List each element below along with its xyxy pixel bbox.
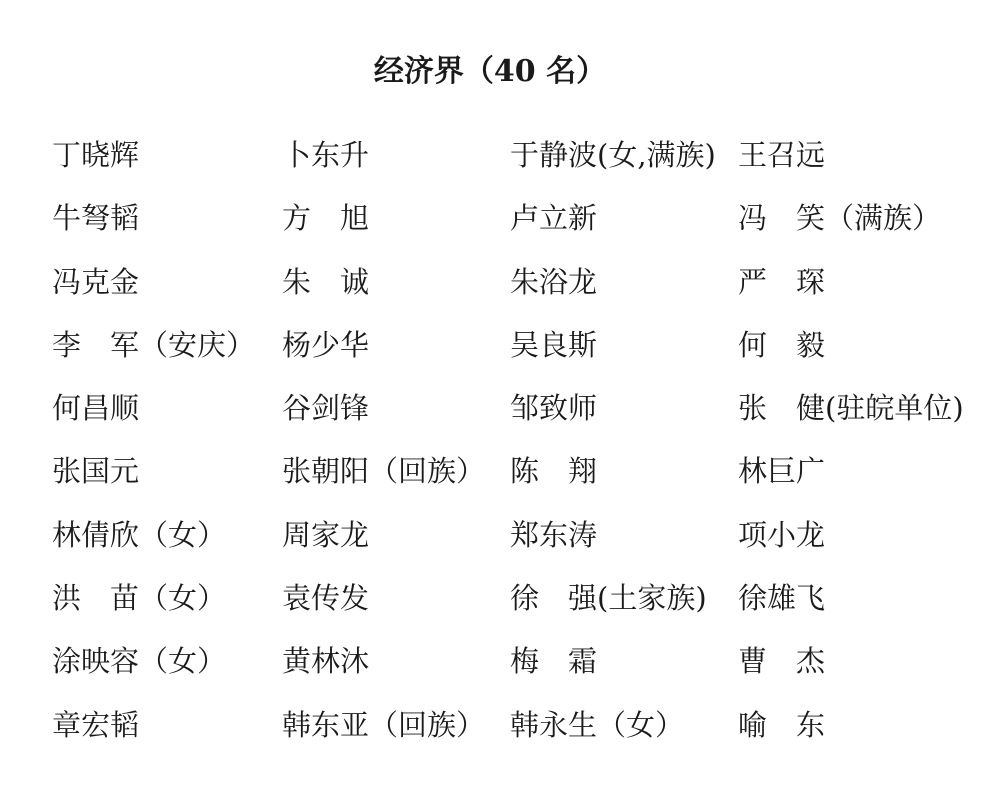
name-entry: 方 旭: [282, 201, 370, 236]
name-entry: 郑东涛: [510, 517, 598, 552]
name-entry: 吴良斯: [510, 327, 598, 362]
name-entry: 曹 杰: [738, 644, 826, 679]
name-entry: 韩东亚（回族）: [282, 707, 486, 742]
name-row: [52, 567, 1000, 630]
name-list: [52, 124, 1000, 757]
name-entry: 卜东升: [282, 138, 370, 172]
name-entry: 何 毅: [738, 327, 826, 362]
name-entry: 林倩欣（女）: [52, 517, 227, 552]
name-entry: 张国元: [52, 454, 140, 489]
name-entry: 周家龙: [282, 517, 370, 552]
name-entry: 徐雄飞: [738, 581, 826, 616]
name-row: [52, 251, 1000, 314]
name-entry: 卢立新: [510, 201, 598, 236]
name-entry: 朱 诚: [282, 264, 370, 299]
name-entry: 丁晓辉: [52, 138, 140, 172]
name-row: [52, 377, 1000, 440]
name-entry: 梅 霜: [510, 644, 598, 679]
name-row: [52, 440, 1000, 503]
name-entry: 邹致师: [510, 391, 598, 426]
name-entry: 洪 苗（女）: [52, 581, 227, 616]
name-entry: 谷剑锋: [282, 391, 370, 426]
name-entry: 涂映容（女）: [52, 644, 227, 679]
name-entry: 喻 东: [738, 707, 826, 742]
name-entry: 陈 翔: [510, 454, 598, 489]
name-entry: 项小龙: [738, 517, 826, 552]
name-entry: 李 军（安庆）: [52, 327, 256, 362]
name-row: [52, 187, 1000, 250]
name-entry: 牛弩韬: [52, 201, 140, 236]
name-entry: 韩永生（女）: [510, 707, 685, 742]
name-row: [52, 694, 1000, 757]
name-entry: 章宏韬: [52, 707, 140, 742]
name-entry: 张朝阳（回族）: [282, 454, 486, 489]
name-entry: 黄林沐: [282, 644, 370, 679]
name-entry: 朱浴龙: [510, 264, 598, 299]
name-row: [52, 124, 1000, 187]
name-row: [52, 504, 1000, 567]
name-entry: 何昌顺: [52, 391, 140, 426]
name-entry: 于静波(女,满族): [510, 138, 716, 172]
name-entry: 王召远: [738, 138, 826, 172]
section-title: 经济界（40 名）: [373, 54, 607, 89]
name-entry: 严 琛: [738, 264, 826, 299]
name-entry: 林巨广: [738, 454, 826, 489]
name-entry: 冯 笑（满族）: [738, 201, 942, 236]
name-entry: 袁传发: [282, 581, 370, 616]
name-entry: 张 健(驻皖单位): [738, 391, 964, 426]
name-entry: 冯克金: [52, 264, 140, 299]
name-row: [52, 314, 1000, 377]
name-row: [52, 630, 1000, 693]
name-entry: 杨少华: [282, 327, 370, 362]
name-entry: 徐 强(土家族): [510, 581, 707, 616]
